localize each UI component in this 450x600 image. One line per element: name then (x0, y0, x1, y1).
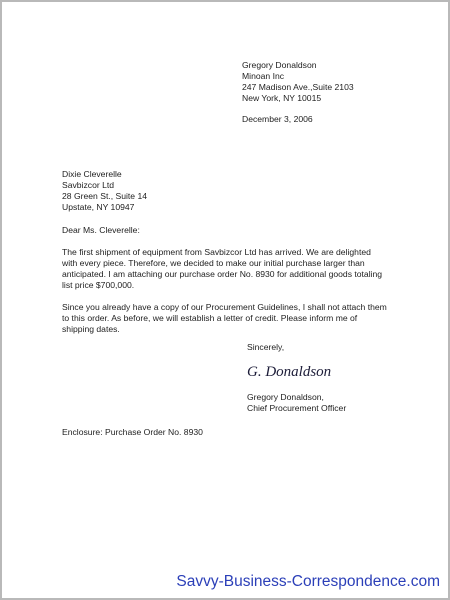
body-paragraph-2 (62, 302, 387, 335)
signer-title: Chief Procurement Officer (247, 403, 347, 413)
sender-company: Minoan Inc (242, 71, 285, 81)
paragraph-line: with every piece. Therefore, we decided to make our initial purchase larger than (62, 258, 365, 268)
paragraph-line: Since you already have a copy of our Procurement Guidelines, I shall not attach them (62, 302, 387, 312)
recipient-address (62, 169, 147, 213)
recipient-street: 28 Green St., Suite 14 (62, 191, 148, 201)
signer-block (247, 392, 346, 414)
letter-date: December 3, 2006 (242, 114, 313, 124)
paragraph-line: list price $700,000. (62, 280, 135, 290)
signer-name: Gregory Donaldson, (247, 392, 324, 402)
recipient-city: Upstate, NY 10947 (62, 202, 135, 212)
salutation: Dear Ms. Cleverelle: (62, 225, 140, 235)
enclosure-note: Enclosure: Purchase Order No. 8930 (62, 427, 203, 437)
paragraph-line: shipping dates. (62, 324, 120, 334)
paragraph-line: anticipated. I am attaching our purchase order No. 8930 for additional goods totaling (62, 269, 383, 279)
sender-name: Gregory Donaldson (242, 60, 317, 70)
sender-street: 247 Madison Ave.,Suite 2103 (242, 82, 354, 92)
site-watermark: Savvy-Business-Correspondence.com (176, 573, 440, 590)
body-paragraph-1 (62, 247, 382, 291)
recipient-name: Dixie Cleverelle (62, 169, 122, 179)
sender-address (242, 60, 354, 104)
closing: Sincerely, (247, 342, 285, 352)
paragraph-line: to this order. As before, we will establish a letter of credit. Please inform me of (62, 313, 358, 323)
paragraph-line: The first shipment of equipment from Savbizcor Ltd has arrived. We are delighted (62, 247, 371, 257)
sender-city: New York, NY 10015 (242, 93, 322, 103)
recipient-company: Savbizcor Ltd (62, 180, 115, 190)
signature: G. Donaldson (247, 364, 332, 380)
